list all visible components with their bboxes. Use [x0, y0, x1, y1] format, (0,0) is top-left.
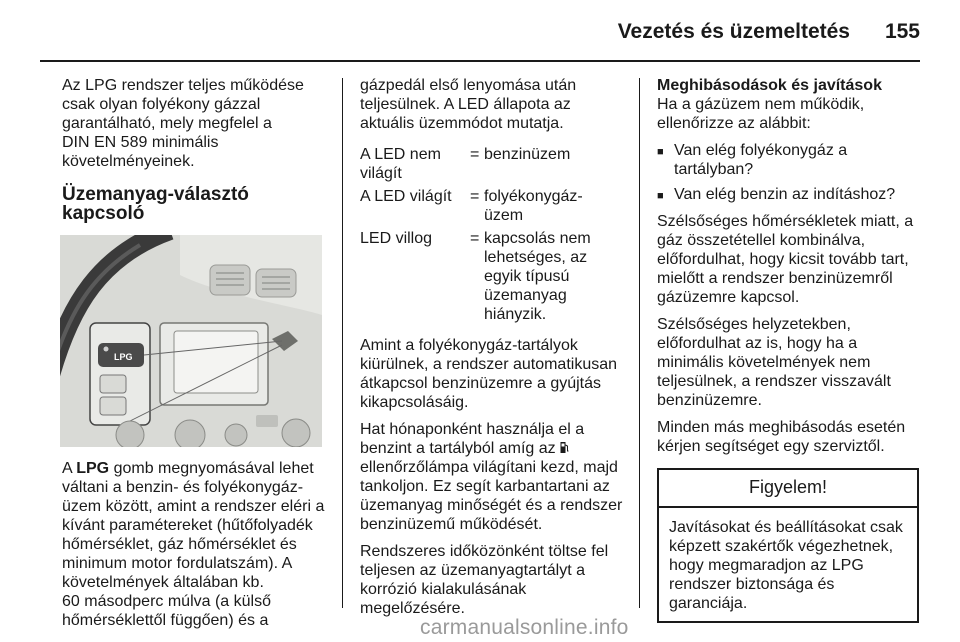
text-line: váltani a benzin- és folyékonygáz-: [62, 479, 304, 496]
section-heading: Üzemanyag-választó kapcsoló: [62, 184, 249, 224]
text-line: garantálható, mely megfelel a: [62, 115, 272, 132]
text-line: 60 másodperc múlva (a külső: [62, 593, 271, 610]
text-line: tartályban?: [674, 161, 754, 178]
auto-switch-paragraph: [360, 336, 630, 412]
faults-heading: Meghibásodások és javítások: [657, 77, 882, 94]
led-state: világít: [360, 165, 402, 182]
text-line: gáz összetétellel kombinálva,: [657, 232, 866, 249]
led-meaning: benzinüzem: [484, 146, 571, 163]
text-line: követelményeinek.: [62, 153, 195, 170]
service-paragraph: [657, 418, 925, 456]
text-line: Amint a folyékonygáz-tartályok: [360, 337, 578, 354]
text-line: mielőtt a rendszer benzinüzemről: [657, 270, 893, 287]
column-1: [62, 76, 332, 638]
text-line: Van elég benzin az indításhoz?: [674, 186, 896, 203]
text-line: ellenőrzőlámpa világítani kezd, majd: [360, 459, 618, 476]
text-line: hőmérséklettől függően) és a: [62, 612, 269, 629]
text-line: üzemanyag minőségét és a rendszer: [360, 497, 623, 514]
led-row: [360, 229, 630, 324]
column-divider: [342, 78, 343, 608]
checklist-item: [657, 185, 925, 206]
dashboard-illustration: [60, 235, 322, 447]
led-meaning: hiányzik.: [484, 306, 547, 323]
text-line: kívánt paramétereket (hűtőfolyadék: [62, 517, 313, 534]
text-line: üzem között, amint a rendszer eléri a: [62, 498, 325, 515]
warning-body: [659, 508, 917, 621]
text-line: gázpedál első lenyomása után: [360, 77, 577, 94]
column-3: [657, 76, 925, 623]
text-line: Rendszeres időközönként töltse fel: [360, 543, 609, 560]
text-line: rendszer biztonsága és: [669, 576, 835, 593]
text-line: Szélsőséges hőmérsékletek miatt, a: [657, 213, 914, 230]
led-row: [360, 187, 630, 225]
text-line: korrózió kialakulásának: [360, 581, 527, 598]
text-line: aktuális üzemmódot mutatja.: [360, 115, 564, 132]
column-2: [360, 76, 630, 626]
text-line: kiürülnek, a rendszer automatikusan: [360, 356, 618, 373]
extreme-cases-paragraph: [657, 315, 925, 410]
text-line: átkapcsol benzinüzemre a gyújtás: [360, 375, 602, 392]
equals-sign: =: [470, 230, 480, 247]
bullet-square-icon: ■: [657, 190, 664, 202]
led-state: A LED nem: [360, 146, 441, 163]
equals-sign: =: [470, 146, 480, 163]
text-line: DIN EN 589 minimális: [62, 134, 219, 151]
text-line: hogy megmaradjon az LPG: [669, 557, 864, 574]
page-number: 155: [884, 20, 920, 43]
intro-paragraph: [62, 76, 332, 171]
faults-intro: [657, 76, 925, 133]
led-status-table: [360, 145, 630, 324]
text-line: ellenőrizze az alábbit:: [657, 115, 811, 132]
warning-box: [657, 468, 919, 623]
checklist-item: [657, 141, 925, 179]
fuel-pump-icon: [560, 441, 569, 454]
text-line: hőmérséklet, gáz hőmérséklet és: [62, 536, 297, 553]
text-line: minimum motor fordulatszám). A: [62, 555, 293, 572]
text-line: garanciája.: [669, 595, 748, 612]
text-fragment: A: [62, 460, 77, 477]
led-state: A LED világít: [360, 188, 452, 205]
fuel-selector-photo: [60, 235, 322, 447]
text-line: kérjen segítséget egy szerviztől.: [657, 438, 885, 455]
led-state: LED villog: [360, 230, 433, 247]
text-line: követelmények általában kb.: [62, 574, 264, 591]
text-line: teljesen az üzemanyagtartályt a: [360, 562, 586, 579]
warning-title: Figyelem!: [659, 470, 917, 508]
text-line: Javításokat és beállításokat csak: [669, 519, 903, 536]
led-meaning: kapcsolás nem: [484, 230, 591, 247]
page-header: [0, 0, 960, 60]
text-line: Az LPG rendszer teljes működése: [62, 77, 304, 94]
text-line: előfordulhat, hogy kicsit tovább tart,: [657, 251, 909, 268]
text-line: Minden más meghibásodás esetén: [657, 419, 906, 436]
text-line: megelőzésére.: [360, 600, 465, 617]
text-line: előfordulhat az is, hogy ha a: [657, 335, 858, 352]
text-line: csak olyan folyékony gázzal: [62, 96, 261, 113]
text-line: Szélsőséges helyzetekben,: [657, 316, 851, 333]
text-line: benzinüzemű működését.: [360, 516, 543, 533]
text-line: Ha a gázüzem nem működik,: [657, 96, 865, 113]
refuel-paragraph: [360, 542, 630, 618]
text-line: tankoljon. Ez segít karbantartani az: [360, 478, 610, 495]
column-divider: [639, 78, 640, 608]
text-line: Van elég folyékonygáz a: [674, 142, 848, 159]
led-row: [360, 145, 630, 183]
bullet-square-icon: ■: [657, 146, 664, 158]
text-line: benzinüzemre.: [657, 392, 762, 409]
text-line: gázüzemre kapcsol.: [657, 289, 800, 306]
text-fragment: gomb megnyomásával lehet: [109, 460, 314, 477]
text-line: teljesülnek, a rendszer visszavált: [657, 373, 891, 390]
text-line: minimális követelmények nem: [657, 354, 871, 371]
led-meaning: üzem: [484, 207, 524, 224]
led-intro-paragraph: [360, 76, 630, 133]
lpg-switch-paragraph: [62, 459, 332, 630]
lpg-button-label: LPG: [114, 352, 133, 362]
text-line: kikapcsolásáig.: [360, 394, 469, 411]
header-rule: [40, 60, 920, 62]
led-meaning: üzemanyag: [484, 287, 567, 304]
text-line: Hat hónaponként használja el a: [360, 421, 585, 438]
led-meaning: egyik típusú: [484, 268, 570, 285]
equals-sign: =: [470, 188, 480, 205]
lpg-bold-label: LPG: [76, 460, 110, 477]
extreme-temps-paragraph: [657, 212, 925, 307]
text-line: képzett szakértők végezhetnek,: [669, 538, 894, 555]
led-meaning: lehetséges, az: [484, 249, 588, 266]
petrol-use-paragraph: [360, 420, 630, 534]
text-line: teljesülnek. A LED állapota az: [360, 96, 571, 113]
site-watermark: carmanualsonline.info: [420, 616, 629, 639]
led-meaning: folyékonygáz-: [484, 188, 583, 205]
text-line: benzint a tartályból amíg az: [360, 440, 556, 457]
section-title: Vezetés és üzemeltetés: [617, 20, 850, 43]
